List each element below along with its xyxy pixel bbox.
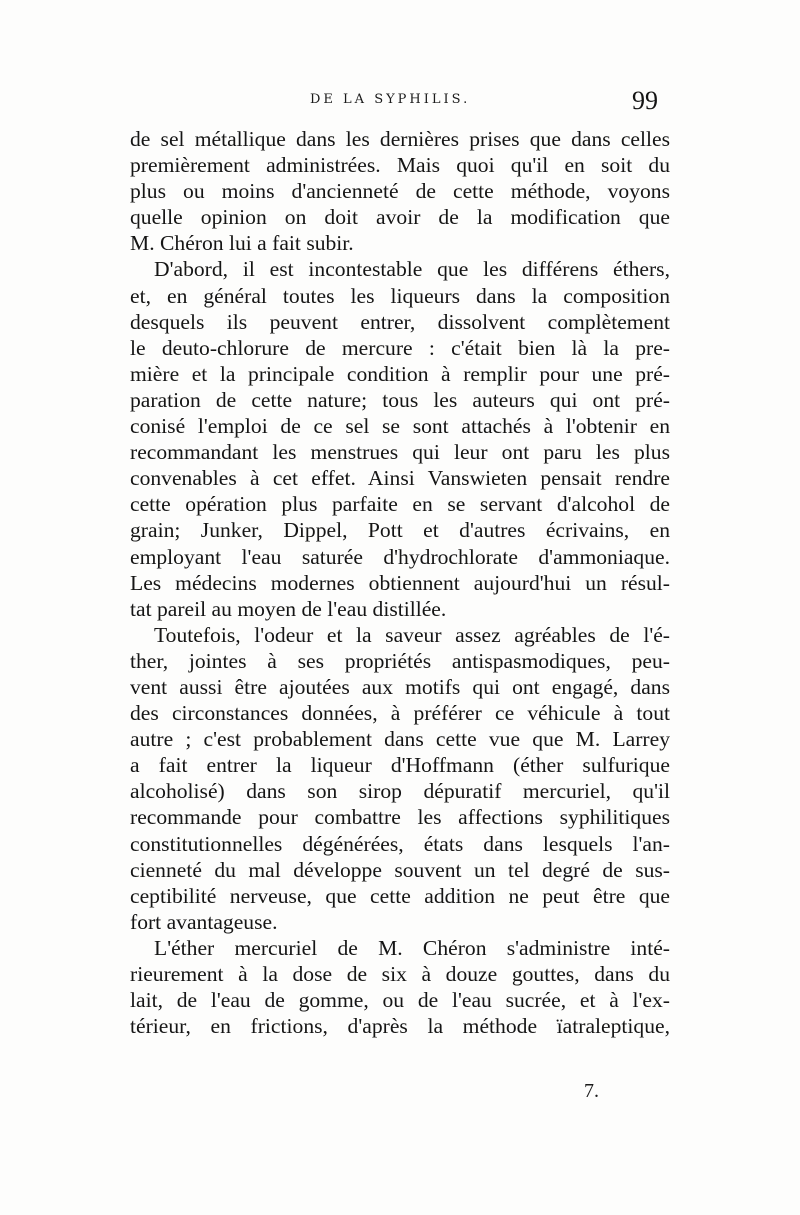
text-line: M. Chéron lui a fait subir.: [130, 231, 354, 256]
text-line: rieurement à la dose de six à douze gouttes, dans du: [130, 962, 670, 986]
text-line: le deuto-chlorure de mercure : c'était bien là la pre-: [130, 335, 670, 360]
text-line: térieur, en frictions, d'après la méthode ïatraleptique,: [130, 1014, 670, 1039]
text-line: Les médecins modernes obtiennent aujourd'hui un résul-: [130, 570, 670, 595]
text-line: paration de cette nature; tous les auteurs qui ont pré-: [130, 387, 670, 412]
text-line: desquels ils peuvent entrer, dissolvent complètement: [130, 309, 670, 334]
text-line: et, en général toutes les liqueurs dans la composition: [130, 283, 670, 308]
text-line: recommande pour combattre les affections syphilitiques: [130, 805, 670, 830]
text-line: de sel métallique dans les dernières prises que dans celles: [130, 127, 670, 151]
text-line: recommandant les menstrues qui leur ont paru les plus: [130, 440, 670, 465]
text-line: des circonstances données, à préférer ce véhicule à tout: [130, 701, 670, 726]
text-line: conisé l'emploi de ce sel se sont attachés à l'obtenir en: [130, 414, 670, 439]
page-number: 99: [632, 86, 658, 115]
text-line: plus ou moins d'ancienneté de cette méthode, voyons: [130, 179, 670, 204]
text-line: alcoholisé) dans son sirop dépuratif mercuriel, qu'il: [130, 779, 670, 804]
signature-mark: 7.: [584, 1080, 599, 1102]
text-line: cienneté du mal développe souvent un tel degré de sus-: [130, 857, 670, 882]
text-line: autre ; c'est probablement dans cette vue que M. Larrey: [130, 727, 670, 752]
text-line: fort avantageuse.: [130, 909, 278, 934]
running-title: DE LA SYPHILIS.: [310, 92, 471, 107]
text-line: grain; Junker, Dippel, Pott et d'autres écrivains, en: [130, 518, 670, 543]
text-line: ther, jointes à ses propriétés antispasmodiques, peu-: [130, 648, 670, 673]
text-line: mière et la principale condition à remplir pour une pré-: [130, 361, 670, 386]
text-line: quelle opinion on doit avoir de la modification que: [130, 205, 670, 230]
body-text: [130, 126, 670, 1039]
text-line: employant l'eau saturée d'hydrochlorate d'ammoniaque.: [130, 544, 670, 569]
text-line: Toutefois, l'odeur et la saveur assez agréables de l'é-: [154, 622, 670, 647]
text-line: L'éther mercuriel de M. Chéron s'administre inté-: [154, 935, 670, 960]
text-line: cette opération plus parfaite en se servant d'alcohol de: [130, 492, 670, 517]
text-line: vent aussi être ajoutées aux motifs qui ont engagé, dans: [130, 674, 670, 699]
text-line: lait, de l'eau de gomme, ou de l'eau sucrée, et à l'ex-: [130, 988, 670, 1013]
text-line: convenables à cet effet. Ainsi Vanswieten pensait rendre: [130, 466, 670, 491]
text-line: a fait entrer la liqueur d'Hoffmann (éther sulfurique: [130, 753, 670, 778]
text-line: D'abord, il est incontestable que les différens éthers,: [154, 257, 670, 282]
text-line: ceptibilité nerveuse, que cette addition ne peut être que: [130, 883, 670, 908]
text-line: tat pareil au moyen de l'eau distillée.: [130, 596, 447, 621]
text-line: constitutionnelles dégénérées, états dans lesquels l'an-: [130, 831, 670, 856]
text-line: premièrement administrées. Mais quoi qu'il en soit du: [130, 153, 670, 178]
